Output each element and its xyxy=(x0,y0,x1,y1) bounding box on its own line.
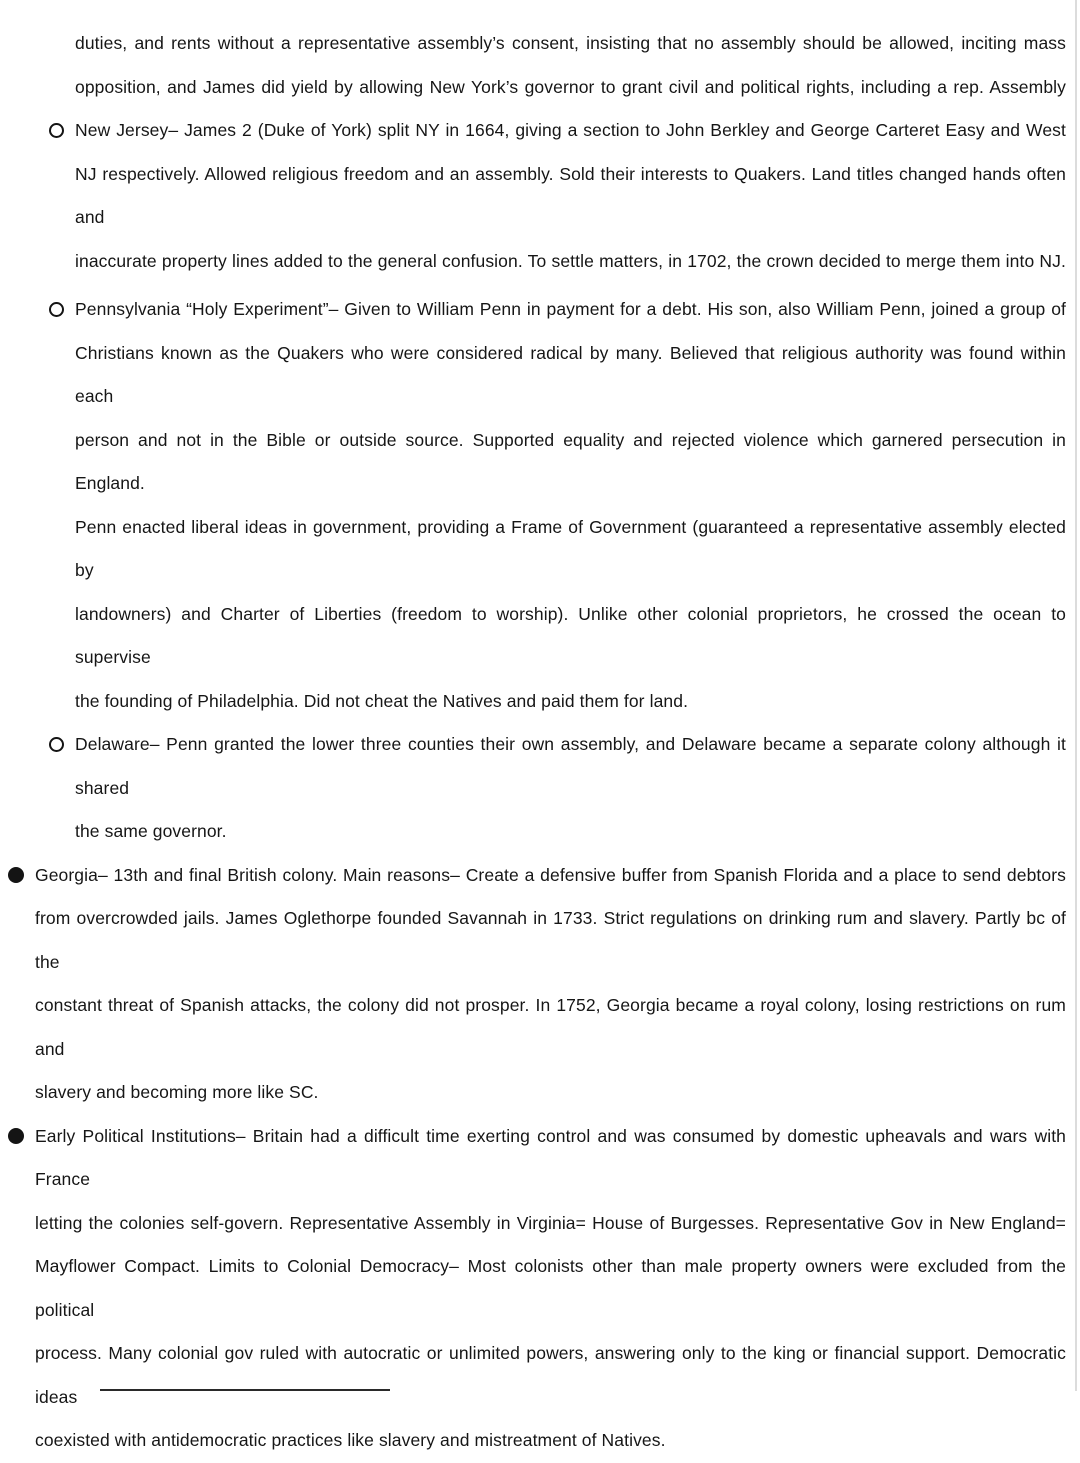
bullet-item-early-political-institutions xyxy=(0,1115,1066,1463)
note-line: Georgia– 13th and final British colony. Main reasons– Create a defensive buffer from Spanish Florida and a place to send debtors xyxy=(35,864,1066,885)
note-line: the founding of Philadelphia. Did not cheat the Natives and paid them for land. xyxy=(75,690,689,711)
note-continuation-new-york xyxy=(0,22,1066,109)
note-line: coexisted with antidemocratic practices like slavery and mistreatment of Natives. xyxy=(35,1430,666,1450)
note-line: inaccurate property lines added to the general confusion. To settle matters, in 1702, the crown decided to merge them into NJ. xyxy=(75,250,1066,271)
note-text-block xyxy=(75,109,1066,283)
note-line: Penn enacted liberal ideas in government, providing a Frame of Government (guaranteed a representative assembly elected by xyxy=(75,516,1066,580)
note-line: landowners) and Charter of Liberties (freedom to worship). Unlike other colonial proprietors, he crossed the ocean to supervise xyxy=(75,603,1066,667)
note-line: duties, and rents without a representative assembly’s consent, insisting that no assembly should be allowed, inciting mass xyxy=(75,33,1066,53)
note-text-block xyxy=(75,723,1066,854)
note-text-block xyxy=(35,1115,1066,1463)
note-line: Delaware– Penn granted the lower three counties their own assembly, and Delaware became a separate colony although it shared xyxy=(75,734,1066,798)
bullet-item-new-jersey xyxy=(0,109,1066,283)
filled-circle-bullet-icon xyxy=(8,854,35,898)
note-text-block xyxy=(75,22,1066,109)
bullet-item-georgia xyxy=(0,854,1066,1115)
note-line: slavery and becoming more like SC. xyxy=(35,1082,319,1102)
note-line: person and not in the Bible or outside source. Supported equality and rejected violence which garnered persecution in England. xyxy=(75,429,1066,493)
hollow-circle-bullet-icon xyxy=(49,288,75,332)
bullet-item-delaware xyxy=(0,723,1066,854)
note-line: Early Political Institutions– Britain had a difficult time exerting control and was consumed by domestic upheavals and wars with France xyxy=(35,1125,1066,1189)
bullet-item-pennsylvania xyxy=(0,288,1066,723)
hollow-circle-bullet-shape xyxy=(49,302,64,317)
note-line: New Jersey– James 2 (Duke of York) split NY in 1664, giving a section to John Berkley and George Carteret Easy and West xyxy=(75,120,1066,140)
note-line: the same governor. xyxy=(75,821,227,841)
filled-circle-bullet-shape xyxy=(8,1128,24,1144)
filled-circle-bullet-icon xyxy=(8,1115,35,1159)
note-line: process. Many colonial gov ruled with autocratic or unlimited powers, answering only to the king or financial support. Democratic ideas xyxy=(35,1343,1066,1407)
hollow-circle-bullet-shape xyxy=(49,737,64,752)
note-line: Christians known as the Quakers who were considered radical by many. Believed that religious authority was found within each xyxy=(75,342,1066,406)
note-line: letting the colonies self-govern. Representative Assembly in Virginia= House of Burgesses. Representative Gov in New England= xyxy=(35,1212,1066,1233)
note-line: Pennsylvania “Holy Experiment”– Given to William Penn in payment for a debt. His son, also William Penn, joined a group of xyxy=(75,299,1066,319)
hollow-circle-bullet-icon xyxy=(49,109,75,153)
filled-circle-bullet-shape xyxy=(8,867,24,883)
note-line: opposition, and James did yield by allowing New York’s governor to grant civil and political rights, including a rep. Assembly xyxy=(75,76,1066,97)
hollow-circle-bullet-shape xyxy=(49,123,64,138)
note-line: constant threat of Spanish attacks, the colony did not prosper. In 1752, Georgia became a royal colony, losing restrictions on rum and xyxy=(35,995,1066,1059)
note-line: NJ respectively. Allowed religious freedom and an assembly. Sold their interests to Quakers. Land titles changed hands often and xyxy=(75,163,1066,227)
note-text-block xyxy=(35,854,1066,1115)
page-edge-divider xyxy=(1075,0,1077,1391)
note-line: Mayflower Compact. Limits to Colonial Democracy– Most colonists other than male property owners were excluded from the political xyxy=(35,1256,1066,1320)
note-text-block xyxy=(75,288,1066,723)
note-line: from overcrowded jails. James Oglethorpe founded Savannah in 1733. Strict regulations on drinking rum and slavery. Partly bc of the xyxy=(35,908,1066,972)
hollow-circle-bullet-icon xyxy=(49,723,75,767)
